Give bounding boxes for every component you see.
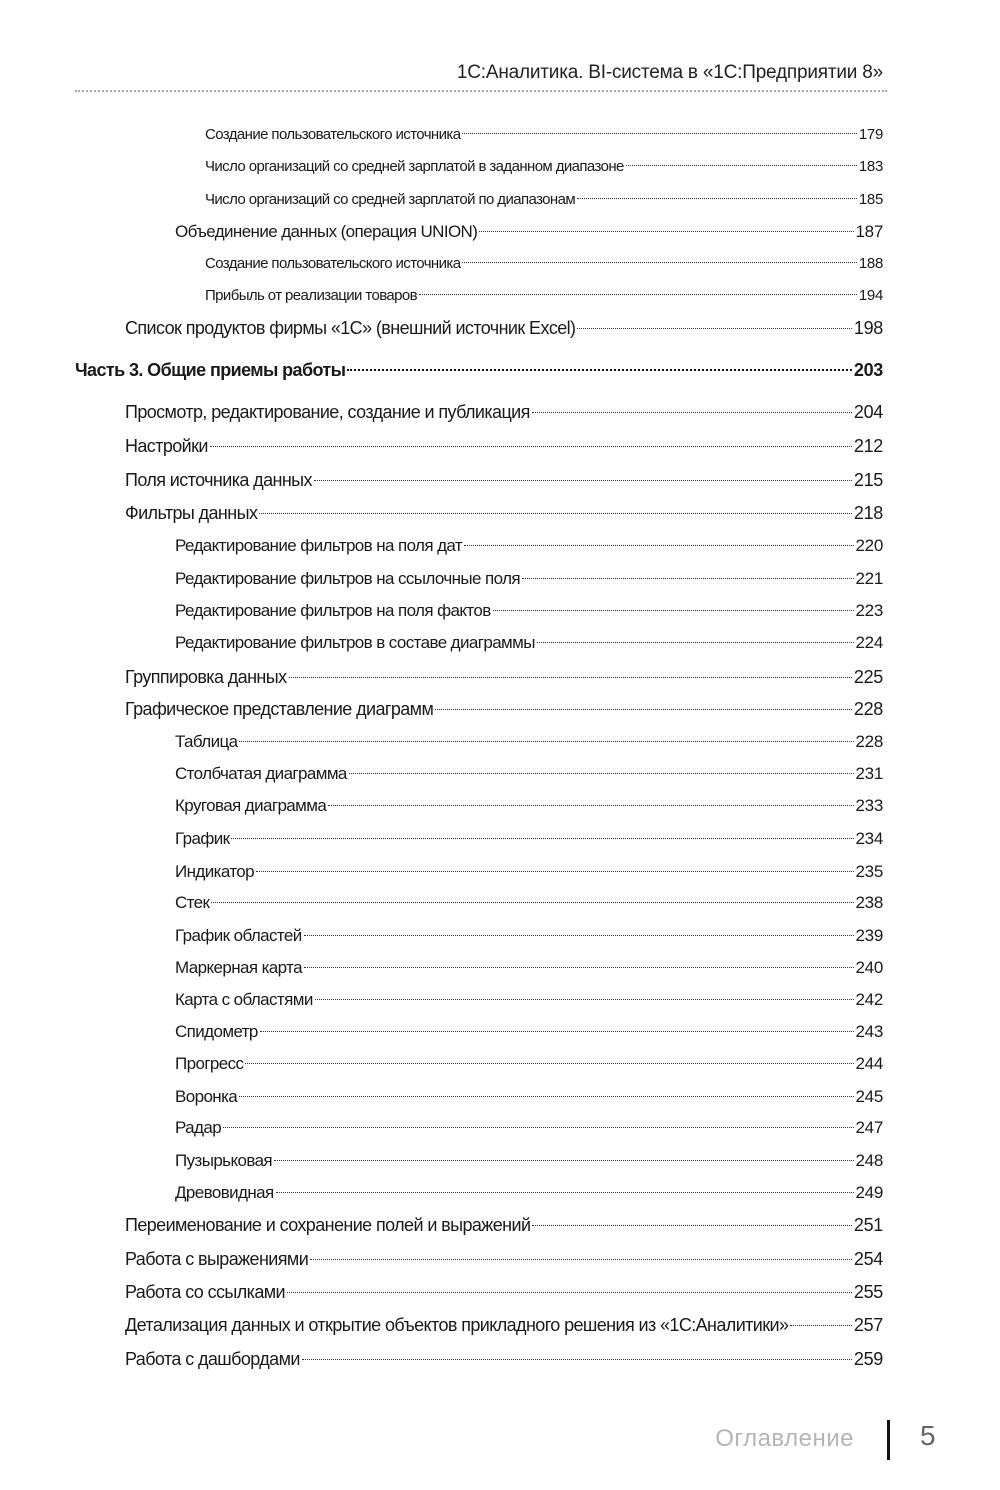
toc-entry-title: Группировка данных xyxy=(125,667,287,687)
toc-entry xyxy=(205,252,883,276)
toc-entry-title: Список продуктов фирмы «1С» (внешний источник Excel) xyxy=(125,318,576,338)
toc-entry-title: Редактирование фильтров на поля фактов xyxy=(175,601,491,620)
dot-leader xyxy=(626,165,857,166)
toc-entry-title: Спидометр xyxy=(175,1022,258,1041)
dot-leader xyxy=(522,578,853,579)
dot-leader xyxy=(304,967,854,968)
toc-entry-title: Графическое представление диаграмм xyxy=(125,699,434,719)
toc-entry-page: 194 xyxy=(858,287,883,304)
toc-entry xyxy=(175,1116,883,1140)
toc-entry-page: 228 xyxy=(853,699,883,719)
dot-leader xyxy=(328,805,853,806)
dot-leader xyxy=(532,412,852,413)
header-divider xyxy=(75,90,887,92)
toc-entry-page: 188 xyxy=(858,255,883,272)
toc-entry-page: 249 xyxy=(855,1183,883,1202)
dot-leader xyxy=(304,935,854,936)
toc-entry-title: Пузырьковая xyxy=(175,1151,273,1170)
running-header: 1С:Аналитика. BI-система в «1С:Предприятии 8» xyxy=(456,62,883,83)
dot-leader xyxy=(245,1063,853,1064)
toc-entry xyxy=(125,1247,883,1271)
toc-entry xyxy=(175,1181,883,1205)
dot-leader xyxy=(419,294,857,295)
toc-entry-page: 228 xyxy=(855,732,883,751)
toc-entry xyxy=(175,827,883,851)
toc-entry-page: 239 xyxy=(855,926,883,945)
toc-entry xyxy=(175,860,883,884)
toc-entry xyxy=(175,1085,883,1109)
toc-entry-title: Воронка xyxy=(175,1087,238,1106)
toc-entry-page: 179 xyxy=(858,126,883,143)
dot-leader xyxy=(462,262,856,263)
toc-entry xyxy=(125,1313,883,1337)
toc-entry-page: 215 xyxy=(853,470,883,490)
toc-entry xyxy=(125,400,883,424)
toc-entry-page: 223 xyxy=(855,601,883,620)
toc-entry xyxy=(175,956,883,980)
dot-leader xyxy=(310,1259,852,1260)
toc-entry-page: 218 xyxy=(853,503,883,523)
toc-entry-page: 187 xyxy=(855,222,883,241)
toc-entry-title: Карта с областями xyxy=(175,990,313,1009)
dot-leader xyxy=(462,133,856,134)
dot-leader xyxy=(479,231,853,232)
toc-entry-page: 245 xyxy=(855,1087,883,1106)
toc-entry-title: Редактирование фильтров на ссылочные поля xyxy=(175,569,521,588)
toc-entry-title: Создание пользовательского источника xyxy=(205,255,461,272)
toc-entry-title: График xyxy=(175,829,230,848)
toc-entry-title: Просмотр, редактирование, создание и публикация xyxy=(125,402,530,422)
toc-part-entry xyxy=(75,358,883,382)
toc-entry xyxy=(125,316,883,340)
toc-entry-page: 224 xyxy=(855,633,883,652)
toc-entry xyxy=(205,188,883,212)
toc-entry-title: Работа с дашбордами xyxy=(125,1349,300,1369)
toc-entry-page: 259 xyxy=(853,1349,883,1369)
toc-entry-title: Часть 3. Общие приемы работы xyxy=(75,360,346,380)
toc-entry xyxy=(205,155,883,179)
toc-entry xyxy=(175,599,883,623)
toc-entry xyxy=(125,665,883,689)
dot-leader xyxy=(314,480,852,481)
toc-entry-page: 235 xyxy=(855,862,883,881)
dot-leader xyxy=(276,1192,854,1193)
toc-entry xyxy=(125,697,883,721)
toc-entry-page: 220 xyxy=(855,536,883,555)
dot-leader xyxy=(223,1127,853,1128)
toc-entry-title: Переименование и сохранение полей и выражений xyxy=(125,1215,531,1235)
toc-entry xyxy=(175,1052,883,1076)
toc-entry-title: График областей xyxy=(175,926,302,945)
toc-entry xyxy=(175,988,883,1012)
dot-leader xyxy=(464,545,853,546)
toc-entry xyxy=(205,123,883,147)
toc-entry-page: 231 xyxy=(855,764,883,783)
toc-entry xyxy=(125,468,883,492)
dot-leader xyxy=(302,1359,852,1360)
dot-leader xyxy=(790,1325,851,1326)
toc-entry xyxy=(175,891,883,915)
toc-entry-page: 183 xyxy=(858,158,883,175)
toc-entry-title: Работа с выражениями xyxy=(125,1249,309,1269)
toc-entry-title: Столбчатая диаграмма xyxy=(175,764,347,783)
toc-entry xyxy=(175,631,883,655)
dot-leader xyxy=(210,446,852,447)
toc-entry-page: 247 xyxy=(855,1118,883,1137)
toc-entry-title: Прогресс xyxy=(175,1054,244,1073)
toc-entry-title: Круговая диаграмма xyxy=(175,796,327,815)
toc-entry-title: Прибыль от реализации товаров xyxy=(205,287,417,304)
toc-entry-page: 234 xyxy=(855,829,883,848)
toc-entry-page: 251 xyxy=(853,1215,883,1235)
toc-entry-page: 243 xyxy=(855,1022,883,1041)
toc-entry-title: Редактирование фильтров на поля дат xyxy=(175,536,463,555)
toc-entry-title: Маркерная карта xyxy=(175,958,302,977)
dot-leader xyxy=(289,677,852,678)
dot-leader xyxy=(577,198,857,199)
toc-entry xyxy=(125,501,883,525)
toc-entry xyxy=(175,220,883,244)
toc-entry-page: 248 xyxy=(855,1151,883,1170)
dot-leader xyxy=(274,1160,854,1161)
toc-entry-title: Создание пользовательского источника xyxy=(205,126,461,143)
toc-entry-page: 198 xyxy=(853,318,883,338)
toc-entry xyxy=(125,1213,883,1237)
dot-leader xyxy=(315,999,854,1000)
toc-entry xyxy=(175,794,883,818)
toc-entry-title: Настройки xyxy=(125,436,208,456)
toc-entry xyxy=(175,1149,883,1173)
dot-leader xyxy=(239,1096,853,1097)
toc-entry xyxy=(175,730,883,754)
toc-entry-title: Таблица xyxy=(175,732,238,751)
dot-leader xyxy=(537,642,854,643)
toc-entry-page: 212 xyxy=(853,436,883,456)
toc-entry-title: Древовидная xyxy=(175,1183,274,1202)
toc-entry-title: Объединение данных (операция UNION) xyxy=(175,222,478,241)
page-number: 5 xyxy=(920,1420,936,1451)
toc-entry xyxy=(125,1280,883,1304)
toc-entry-title: Детализация данных и открытие объектов прикладного решения из «1С:Аналитики» xyxy=(125,1315,789,1335)
dot-leader xyxy=(259,513,852,514)
toc-entry xyxy=(175,534,883,558)
toc-entry xyxy=(175,762,883,786)
dot-leader xyxy=(577,328,851,329)
toc-entry-page: 255 xyxy=(853,1282,883,1302)
toc-entry-page: 244 xyxy=(855,1054,883,1073)
toc-entry-page: 204 xyxy=(853,402,883,422)
dot-leader xyxy=(349,773,854,774)
toc-entry-title: Число организаций со средней зарплатой в заданном диапазоне xyxy=(205,158,624,175)
dot-leader xyxy=(256,871,854,872)
toc-entry xyxy=(125,1347,883,1371)
dot-leader xyxy=(211,902,853,903)
toc-entry-title: Число организаций со средней зарплатой по диапазонам xyxy=(205,191,576,208)
footer-divider xyxy=(887,1420,890,1460)
footer-section-label: Оглавление xyxy=(715,1425,854,1452)
toc-entry xyxy=(175,567,883,591)
toc-entry xyxy=(205,284,883,308)
toc-entry xyxy=(125,434,883,458)
dot-leader xyxy=(435,709,852,710)
dot-leader xyxy=(260,1031,854,1032)
toc-entry-title: Индикатор xyxy=(175,862,255,881)
toc-entry-title: Фильтры данных xyxy=(125,503,258,523)
dot-leader xyxy=(239,741,853,742)
toc-entry-title: Работа со ссылками xyxy=(125,1282,285,1302)
dot-leader xyxy=(287,1292,852,1293)
toc-entry-title: Радар xyxy=(175,1118,222,1137)
dot-leader xyxy=(231,838,853,839)
toc-entry-title: Редактирование фильтров в составе диаграммы xyxy=(175,633,535,652)
toc-entry-page: 240 xyxy=(855,958,883,977)
toc-entry xyxy=(175,1020,883,1044)
toc-entry-page: 257 xyxy=(853,1315,883,1335)
dot-leader xyxy=(532,1225,851,1226)
toc-entry-title: Поля источника данных xyxy=(125,470,312,490)
toc-entry xyxy=(175,924,883,948)
toc-entry-page: 238 xyxy=(855,893,883,912)
toc-entry-page: 185 xyxy=(858,191,883,208)
toc-entry-title: Стек xyxy=(175,893,210,912)
dot-leader xyxy=(493,610,854,611)
dot-leader xyxy=(347,369,851,371)
toc-entry-page: 221 xyxy=(855,569,883,588)
toc-entry-page: 242 xyxy=(855,990,883,1009)
toc-entry-page: 254 xyxy=(853,1249,883,1269)
toc-entry-page: 233 xyxy=(855,796,883,815)
toc-entry-page: 203 xyxy=(853,360,883,380)
toc-entry-page: 225 xyxy=(853,667,883,687)
